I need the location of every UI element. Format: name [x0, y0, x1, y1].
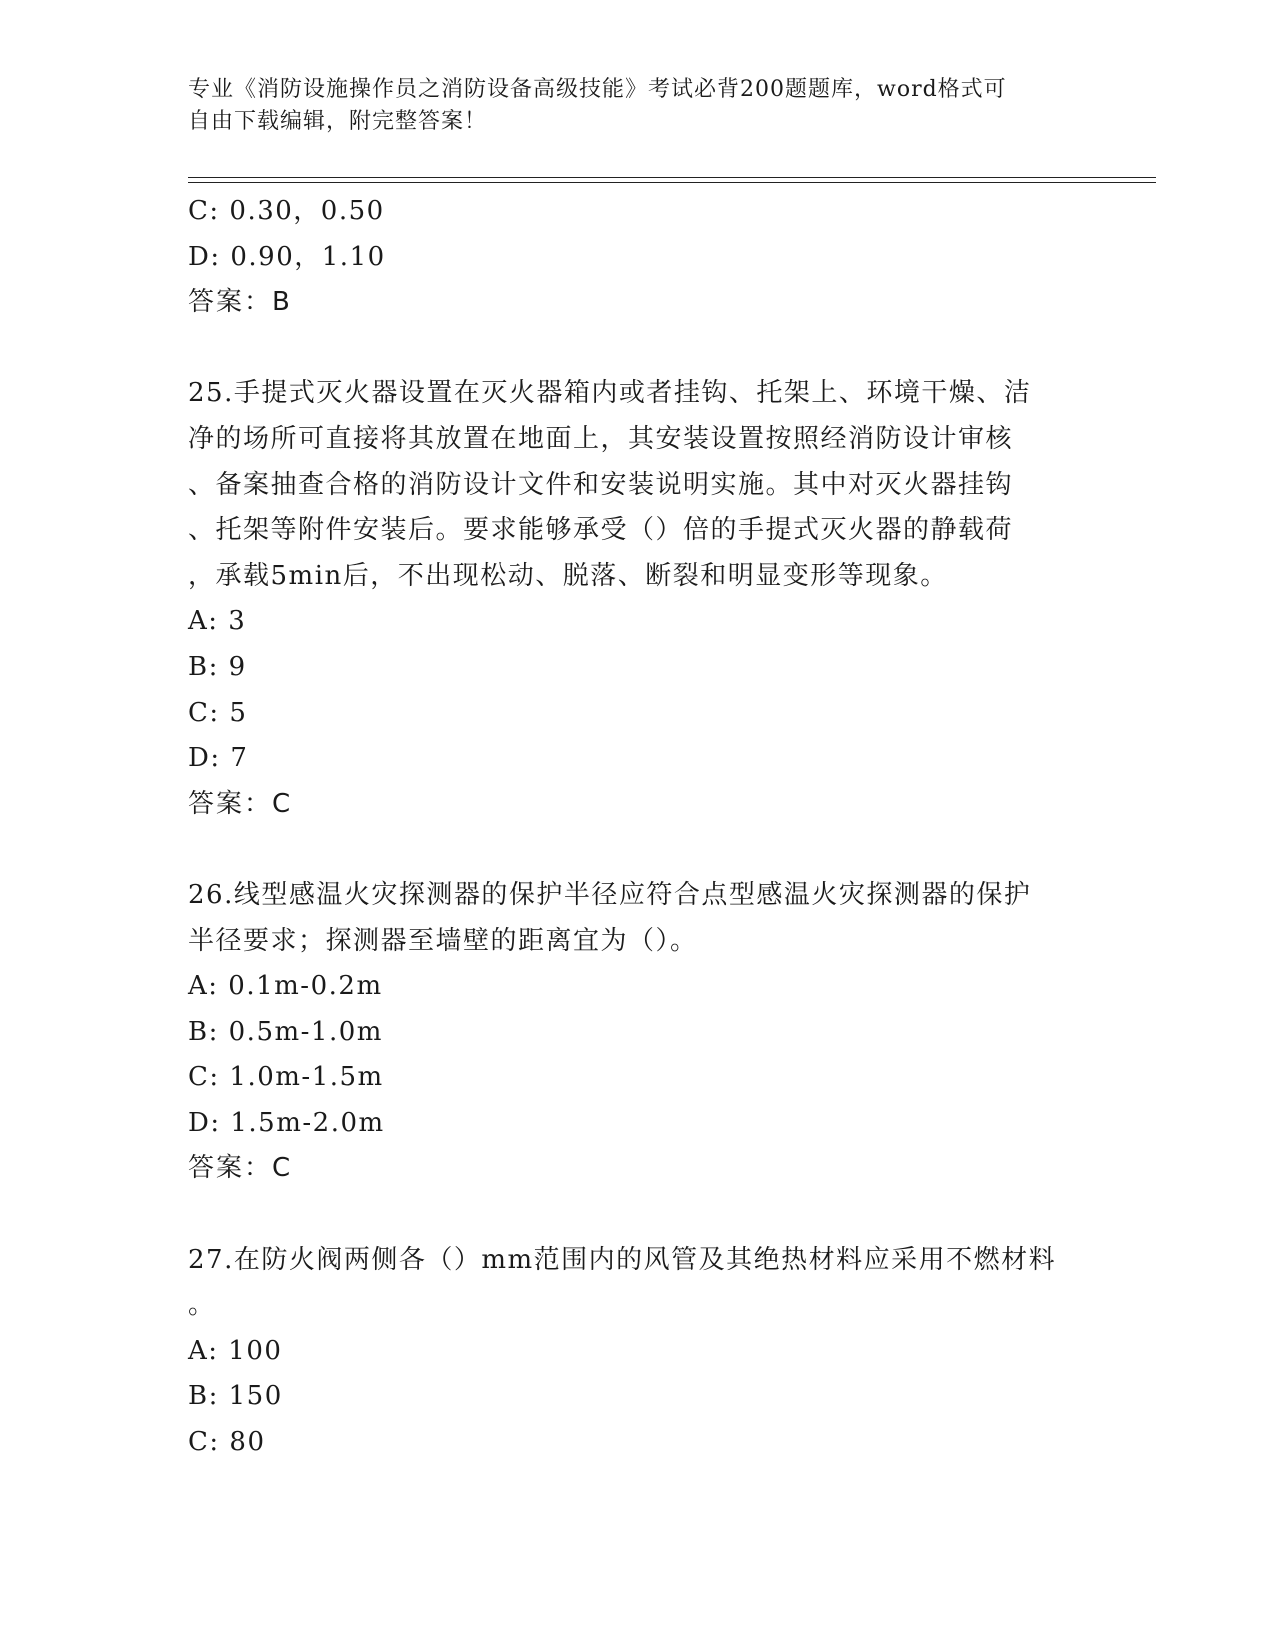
- question-text-line: 、托架等附件安装后。要求能够承受（）倍的手提式灭火器的静载荷: [188, 515, 1014, 546]
- spacer: [188, 827, 1088, 873]
- question-26: [188, 873, 1088, 1192]
- question-text-line: ，承载5min后，不出现松动、脱落、断裂和明显变形等现象。: [188, 560, 948, 591]
- question-text-line: 净的场所可直接将其放置在地面上，其安装设置按照经消防设计审核: [188, 423, 1014, 454]
- option-d: D: 7: [188, 743, 249, 774]
- option-a: A: 0.1m-0.2m: [188, 971, 383, 1002]
- header-divider: [188, 182, 1156, 183]
- question-25: [188, 371, 1088, 827]
- option-c: C: 1.0m-1.5m: [188, 1062, 384, 1093]
- header-divider: [188, 177, 1156, 178]
- option-d: D: 1.5m-2.0m: [188, 1107, 385, 1138]
- question-content: [188, 189, 1088, 1466]
- option-a: A: 3: [188, 606, 247, 637]
- document-header: [188, 74, 1088, 138]
- answer-line: 答案：C: [188, 1153, 293, 1184]
- option-d: D: 0.90，1.10: [188, 241, 386, 272]
- answer-line: 答案：C: [188, 788, 293, 819]
- question-text-line: 25.手提式灭火器设置在灭火器箱内或者挂钩、托架上、环境干燥、洁: [188, 378, 1032, 409]
- option-b: B: 150: [188, 1381, 283, 1412]
- question-text-line: 。: [188, 1290, 216, 1321]
- option-c: C: 80: [188, 1427, 266, 1458]
- header-line: 专业《消防设施操作员之消防设备高级技能》考试必背200题题库，word格式可: [188, 77, 1007, 102]
- question-text-line: 26.线型感温火灾探测器的保护半径应符合点型感温火灾探测器的保护: [188, 879, 1032, 910]
- option-c: C: 0.30，0.50: [188, 196, 385, 226]
- spacer: [188, 326, 1088, 372]
- header-line: 自由下载编辑，附完整答案！: [188, 109, 488, 134]
- question-text-line: 27.在防火阀两侧各（）mm范围内的风管及其绝热材料应采用不燃材料: [188, 1244, 1057, 1275]
- option-c: C: 5: [188, 697, 248, 728]
- option-a: A: 100: [188, 1335, 283, 1366]
- question-text-line: 、备案抽查合格的消防设计文件和安装说明实施。其中对灭火器挂钩: [188, 469, 1014, 500]
- option-b: B: 0.5m-1.0m: [188, 1016, 383, 1047]
- question-27: [188, 1238, 1088, 1466]
- answer-line: 答案：B: [188, 287, 292, 318]
- option-b: B: 9: [188, 651, 247, 682]
- question-text-line: 半径要求；探测器至墙壁的距离宜为（）。: [188, 925, 698, 956]
- spacer: [188, 1192, 1088, 1238]
